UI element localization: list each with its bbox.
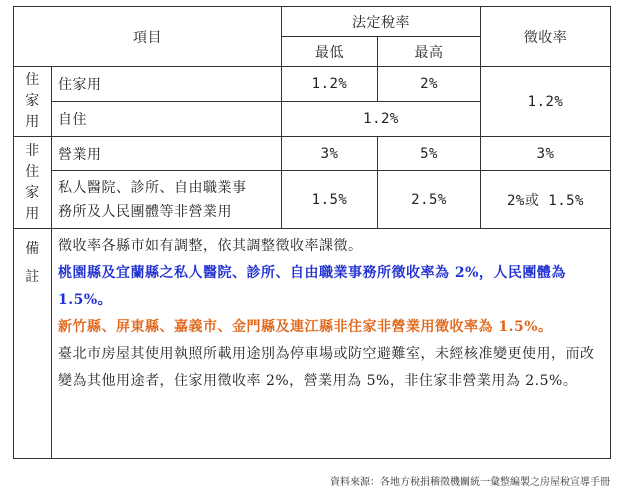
item-label-line: 私人醫院、診所、自由職業事 xyxy=(58,179,247,196)
remark-line: 臺北市房屋其使用執照所載用途別為停車場或防空避難室，未經核准變更使用，而改變為其他用途者，住家用徵收率 2%，營業用為 5%，非住家非營業用為 2.5%。 xyxy=(58,346,595,389)
rate-merged: 1.2% xyxy=(282,102,481,137)
header-min: 最低 xyxy=(282,37,378,67)
remark-line-highlight-orange: 新竹縣、屏東縣、嘉義市、金門縣及連江縣非住家非營業用徵收率為 1.5%。 xyxy=(58,319,553,335)
category-char: 非 xyxy=(25,142,40,159)
remark-line-highlight-blue: 桃園縣及宜蘭縣之私人醫院、診所、自由職業事務所徵收率為 2%，人民團體為 1.5%。 xyxy=(58,265,566,308)
row-remarks xyxy=(14,229,611,459)
collection-rate: 3% xyxy=(481,137,611,171)
category-char: 家 xyxy=(25,184,40,201)
remarks-label-char: 註 xyxy=(25,269,40,285)
header-max: 最高 xyxy=(378,37,481,67)
item-label: 自住 xyxy=(52,102,282,137)
row-business-use xyxy=(14,137,611,171)
remark-line: 徵收率各縣市如有調整，依其調整徵收率課徵。 xyxy=(58,238,363,254)
remarks-label xyxy=(14,229,52,459)
header-collection-rate: 徵收率 xyxy=(481,7,611,67)
item-label: 營業用 xyxy=(52,137,282,171)
rate-max: 5% xyxy=(378,137,481,171)
remarks-content xyxy=(52,229,611,459)
tax-rate-document xyxy=(13,6,610,459)
item-label xyxy=(52,171,282,229)
header-legal-rate: 法定稅率 xyxy=(282,7,481,37)
category-residential xyxy=(14,67,52,137)
rate-max: 2% xyxy=(378,67,481,102)
category-char: 家 xyxy=(25,93,40,109)
category-non-residential xyxy=(14,137,52,229)
category-char: 住 xyxy=(25,72,40,88)
header-item: 項目 xyxy=(14,7,282,67)
header-row-1 xyxy=(14,7,611,37)
item-label: 住家用 xyxy=(52,67,282,102)
remarks-label-char: 備 xyxy=(25,241,40,257)
rate-min: 3% xyxy=(282,137,378,171)
item-label-line: 務所及人民團體等非營業用 xyxy=(58,203,232,220)
rate-min: 1.5% xyxy=(282,171,378,229)
house-tax-rate-table xyxy=(13,6,611,459)
rate-max: 2.5% xyxy=(378,171,481,229)
row-non-business-use xyxy=(14,171,611,229)
category-char: 住 xyxy=(25,163,40,180)
rate-min: 1.2% xyxy=(282,67,378,102)
category-char: 用 xyxy=(25,114,40,130)
category-char: 用 xyxy=(25,205,40,222)
collection-rate: 2%或 1.5% xyxy=(481,171,611,229)
collection-rate: 1.2% xyxy=(481,67,611,137)
row-residential-use xyxy=(14,67,611,102)
source-note: 資料來源：各地方稅捐稽徵機關統一彙整編製之房屋稅宣導手冊 xyxy=(330,477,610,488)
